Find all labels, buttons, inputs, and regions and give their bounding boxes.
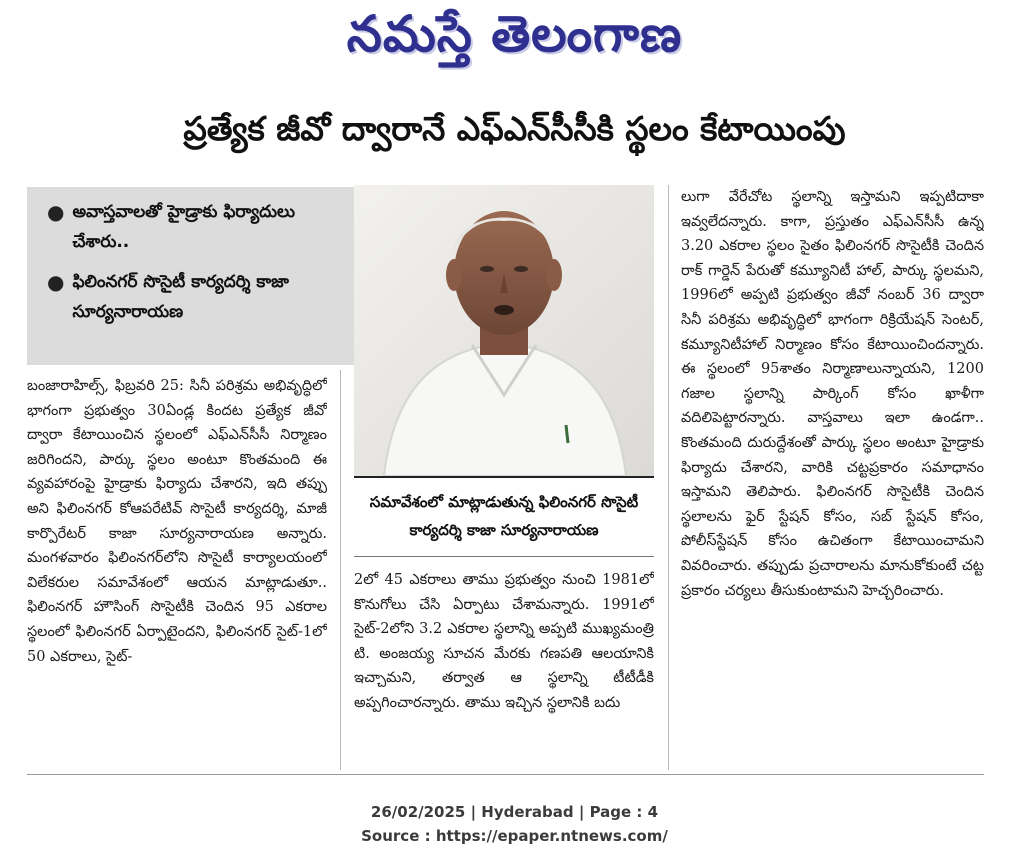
photo-caption-text: సమావేశంలో మాట్లాడుతున్న ఫిలింనగర్ సొసైటీ కార్యదర్శి కాజా సూర్యనారాయణ xyxy=(369,493,639,539)
highlight-item xyxy=(47,267,340,327)
bottom-rule xyxy=(27,774,984,775)
highlights-box xyxy=(27,187,354,365)
article-paragraph: 2లో 45 ఎకరాలు తాము ప్రభుత్వం నుంచి 1981లో కొనుగోలు చేసి ఏర్పాటు చేశామన్నారు. 1991లో సైట్-2లోని 3.2 ఎకరాల స్థలాన్ని అప్పటి ముఖ్యమంత్రి టి. అంజయ్య సూచన మేరకు గణపతి ఆలయానికి ఇచ్చామని, తర్వాత ఆ స్థలాన్ని టీటీడీకి అప్పగించారన్నారు. తాము ఇచ్చిన స్థలానికి బదు xyxy=(354,572,654,711)
article-column-left xyxy=(27,374,327,759)
photo-divider xyxy=(354,476,654,478)
article-column-middle xyxy=(354,568,654,758)
caption-divider xyxy=(354,556,654,557)
column-divider xyxy=(668,185,669,770)
highlight-item xyxy=(47,197,340,257)
source-link[interactable]: Source : https://epaper.ntnews.com/ xyxy=(361,827,668,845)
highlight-text: ఫిలింనగర్ సొసైటీ కార్యదర్శి కాజా సూర్యనారాయణ xyxy=(72,272,289,322)
article-photo xyxy=(354,185,654,476)
article-column-right xyxy=(681,185,984,763)
newspaper-title: నమస్తే తెలంగాణ xyxy=(346,4,683,63)
bullet-icon: ● xyxy=(47,270,65,294)
bullet-icon: ● xyxy=(47,200,65,224)
article-paragraph: లుగా వేరేచోట స్థలాన్ని ఇస్తామని ఇప్పటిదాకా ఇవ్వలేదన్నారు. కాగా, ప్రస్తుతం ఎఫ్ఎన్‌సీసీ ఉన్న 3.20 ఎకరాల స్థలం సైతం ఫిలింనగర్ సొసైటీకి చెందిన రాక్ గార్డెన్ పేరుతో కమ్యూనిటీ హాల్, పార్కు స్థలమని, 1996లో అప్పటి ప్రభుత్వం జీవో నంబర్ 36 ద్వారా సినీ పరిశ్రమ అభివృద్ధిలో భాగంగా రిక్రియేషన్ సెంటర్, కమ్యూనిటీహాల్ నిర్మాణం కోసం కేటాయించిందన్నారు. ఈ స్థలంలో 95శాతం నిర్మాణాలున్నాయని, 1200 గజాల స్థలాన్ని పార్కింగ్ కోసం ఖాళీగా వదిలిపెట్టారన్నారు. వాస్తవాలు ఇలా ఉండగా.. కొంతమంది దురుద్దేశంతో పార్కు స్థలం అంటూ హైడ్రాకు ఫిర్యాదు చేశారని, వారికి చట్టప్రకారం సమాధానం ఇస్తామని తెలిపారు. ఫిలింనగర్ సొసైటీకి చెందిన స్థలాలను ఫైర్ స్టేషన్ కోసం, సబ్ స్టేషన్ కోసం, పోలీస్‌స్టేషన్ కోసం ఉచితంగా కేటాయించామని వివరించారు. తప్పుడు ప్రచారాలను మానుకోకుంటే చట్ట ప్రకారం చర్యలు తీసుకుంటామని హెచ్చరించారు. xyxy=(681,189,984,599)
article-paragraph: బంజారాహిల్స్, ఫిబ్రవరి 25: సినీ పరిశ్రమ అభివృద్ధిలో భాగంగా ప్రభుత్వం 30ఏండ్ల కిందట ప్రత్యేక జీవో ద్వారా కేటాయించిన స్థలంలో ఎఫ్ఎన్‌సీసీ నిర్మాణం జరిగిందని, పార్కు స్థలం అంటూ కొంతమంది ఈ వ్యవహారంపై హైడ్రాకు ఫిర్యాదు చేశారని, ఇది తప్పు అని ఫిలింనగర్ కోఆపరేటివ్ సొసైటీ కార్యదర్శి, మాజీ కార్పొరేటర్ కాజా సూర్యనారాయణ అన్నారు. మంగళవారం ఫిలింనగర్‌లోని సొసైటీ కార్యాలయంలో విలేకరుల సమావేశంలో ఆయన మాట్లాడుతూ.. ఫిలింనగర్ హౌసింగ్ సొసైటీకి చెందిన 95 ఎకరాల స్థలంలో ఫిలింనగర్ ఏర్పాటైందని, ఫిలింనగర్ సైట్-1లో 50 ఎకరాలు, సైట్- xyxy=(27,378,327,665)
edition-info: 26/02/2025 | Hyderabad | Page : 4 xyxy=(370,803,659,821)
speaker-photo xyxy=(354,185,654,476)
article-headline: ప్రత్యేక జీవో ద్వారానే ఎఫ్ఎన్‌సీసీకి స్థలం కేటాయింపు xyxy=(183,108,846,148)
highlight-text: అవాస్తవాలతో హైడ్రాకు ఫిర్యాదులు చేశారు.. xyxy=(72,202,295,252)
article-headline-box xyxy=(0,98,1029,166)
photo-caption xyxy=(354,482,654,550)
masthead xyxy=(0,4,1029,76)
page-footer xyxy=(0,800,1029,848)
column-divider xyxy=(340,370,341,770)
